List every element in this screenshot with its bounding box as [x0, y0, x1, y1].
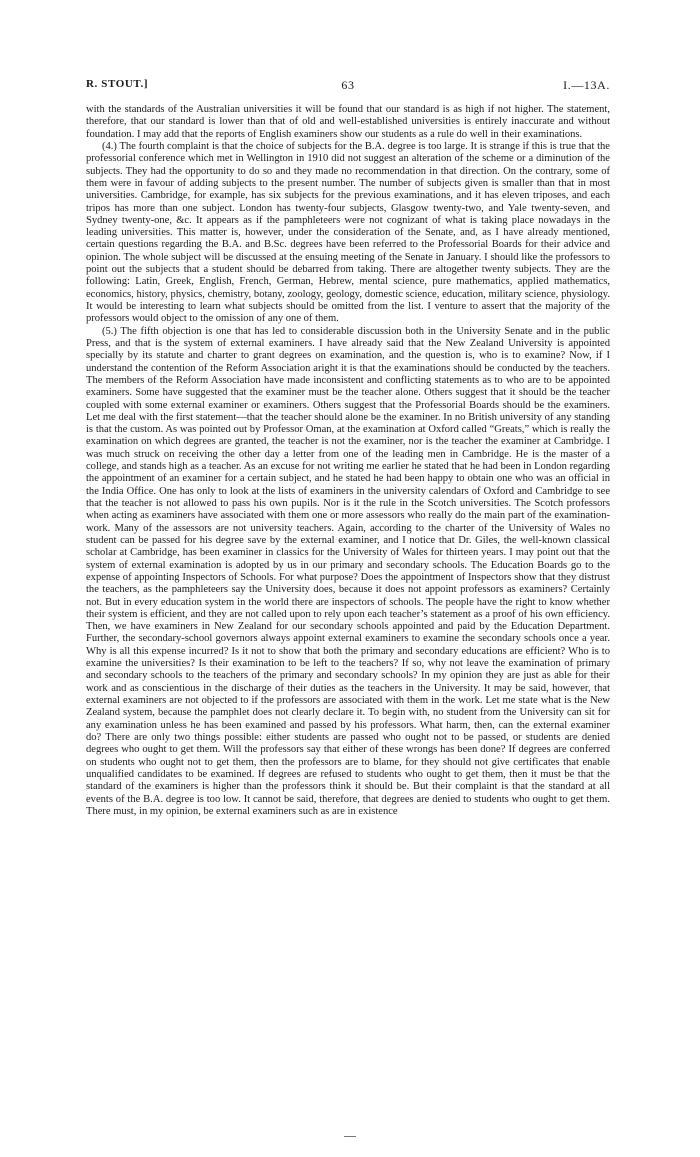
page-header: [86, 78, 610, 96]
paragraph-fifth-objection: (5.) The fifth objection is one that has led to considerable discussion both in the University Senate and in the public Press, and that is the system of external examiners. I have already said that the New Zealand University is appointed specially by its statute and charter to grant degrees on examination, and the question is, who is to examine? Now, if I understand the contention of the Reform Association aright it is that the examinations should be conducted by the teachers. The members of the Reform Association have made inconsistent and conflicting statements as to who are to be appointed examiners. Some have suggested that the examiner must be the teacher alone. Others suggest that it should be the teacher coupled with some external examiner or examiners. Others suggest that the Professorial Boards should be the examiners. Let me deal with the first statement—that the teacher should alone be the examiner. In no British university of any standing is that the custom. As was pointed out by Professor Oman, at the examination at Oxford called “Greats,” which is really the examination on which degrees are granted, the teacher is not the examiner, nor is the teacher the examiner at Cambridge. I was much struck on receiving the other day a letter from one of the leading men in Cambridge. He is the master of a college, and stands high as a teacher. As an excuse for not writing me earlier he stated that he had been in London regarding the appointment of an examiner for a certain subject, and he stated he had been happy to obtain one who was an official in the India Office. One has only to look at the lists of examiners in the university calendars of Oxford and Cambridge to see that the teacher is not allowed to pass his own pupils. Nor is it the rule in the Scotch universities. The Scotch professors when acting as examiners have associated with them one or more assessors who really do the main part of the examination-work. Many of the assessors are not university teachers. Again, according to the charter of the University of Wales no student can be passed for his degree save by the external examiner, and I notice that Dr. Giles, the well-known classical scholar at Cambridge, has been examiner in classics for the University of Wales for thirteen years. I may point out that the system of external examination is adopted by us in our primary and secondary schools. The Education Boards go to the expense of appointing Inspectors of Schools. For what purpose? Does the appointment of Inspectors show that they distrust the teachers, as the pamphleteers say the University does, because it does not appoint professors as examiners? Certainly not. But in every education system in the world there are inspectors of schools. The people have the right to know whether their system is efficient, and they are not called upon to rely upon each teacher’s statement as a proof of his own efficiency. Then, we have examiners in New Zealand for our secondary schools appointed and paid by the Education Department. Further, the secondary-school governors always appoint external examiners to examine the secondary schools once a year. Why is all this expense incurred? Is it not to show that both the primary and secondary educations are efficient? Who is to examine the universities? Is their examination to be left to the teachers? If so, why not leave the examination of primary and secondary schools to the teachers of the primary and secondary schools? In my opinion they are just as able for their work and as conscientious in the discharge of their duties as the teachers in the University. It may be said, however, that external examiners are not objected to if the professors are associated with them in the work. Let me state what is the New Zealand system, because the pamphlet does not clearly declare it. To begin with, no student from the University can sit for any examination unless he has been examined and passed by his professors. What harm, then, can the external examiner do? There are only two things possible: either students are passed who ought not to be passed, or students are denied degrees who ought to get them. Will the professors say that either of these wrongs has been done? If degrees are conferred on students who ought not to get them, then the professors are to blame, for they should not give certificates that enable unqualified candidates to be examined. If degrees are refused to students who ought to get them, then it must be that the standard of the examiners is higher than the professors think it should be. But their complaint is that the standard at all events of the B.A. degree is too low. It cannot be said, therefore, that degrees are denied to students who ought to get them. There must, in my opinion, be external examiners such as are in existence: [86, 325, 610, 817]
running-head-author: R. STOUT.]: [86, 78, 149, 90]
paragraph-fourth-complaint: (4.) The fourth complaint is that the choice of subjects for the B.A. degree is too large. It is strange if this is true that the professorial conference which met in Wellington in 1910 did not suggest an alteration of the scheme or a diminution of the subjects. They had the opportunity to do so and they made no recommendation in that direction. On the contrary, some of them were in favour of adding subjects to the present number. The number of subjects given is smaller than that in most universities. Cambridge, for example, has six subjects for the previous examinations, and it has eleven triposes, and each tripos has more than one subject. London has twenty-four subjects, Glasgow twenty-two, and Yale twenty-seven, and Sydney twenty-one, &c. It appears as if the pamphleteers were not cognizant of what is taking place nowadays in the leading universities. This matter is, however, under the consideration of the Senate, and, as I have already mentioned, certain questions regarding the B.A. and B.Sc. degrees have been referred to the Professorial Boards for their advice and opinion. The whole subject will be discussed at the ensuing meeting of the Senate in January. I should like the professors to point out the subjects that a student should be debarred from taking. There are altogether twenty subjects. They are the following: Latin, Greek, English, French, German, Hebrew, mental science, pure mathematics, applied mathematics, economics, history, physics, chemistry, botany, zoology, geology, domestic science, education, military science, physiology. It would be interesting to learn what subjects should be omitted from the list. I venture to assert that the majority of the professors would object to the omission of any one of them.: [86, 140, 610, 325]
page-number: 63: [341, 78, 355, 92]
document-reference: I.—13A.: [563, 78, 610, 92]
paragraph-continuation: with the standards of the Australian universities it will be found that our standard is as high if not higher. The statement, therefore, that our standard is lower than that of old and well-established universities is entirely inaccurate and without foundation. I may add that the reports of English examiners show our students as a rule do well in their examinations.: [86, 104, 610, 140]
body-text: [86, 104, 610, 818]
footer-mark: [344, 1136, 356, 1137]
